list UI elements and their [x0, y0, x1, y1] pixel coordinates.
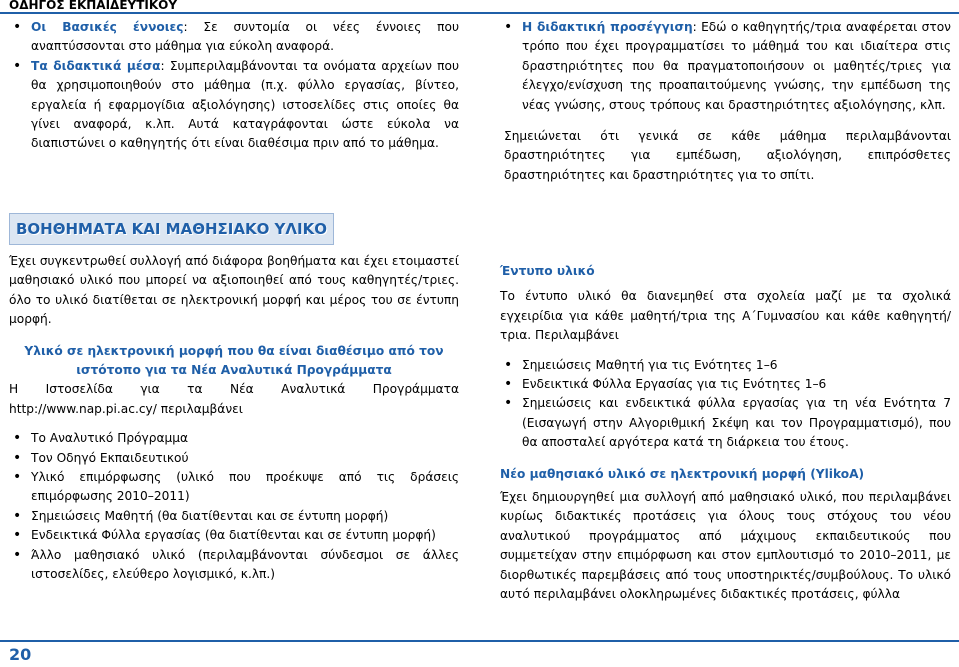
- term-text: : Σε συντομία οι νέες έννοιες που αναπτύσσονται στο μάθημα για εύκολη αναφορά.: [31, 20, 459, 54]
- footer-divider: [0, 640, 959, 642]
- right-bottom-column: [500, 262, 951, 605]
- electronic-material-heading: Υλικό σε ηλεκτρονική μορφή που θα είναι διαθέσιμο από τον ιστότοπο για τα Νέα Αναλυτικά Προγράμματα: [24, 343, 444, 378]
- header-divider: [0, 12, 959, 14]
- list-item: • Ενδεικτικά Φύλλα εργασίας (θα διατίθενται και σε έντυπη μορφή): [9, 526, 459, 545]
- list-item: [9, 18, 459, 57]
- list-item: • Υλικό επιμόρφωσης (υλικό που προέκυψε από τις δράσεις επιμόρφωσης 2010–2011): [9, 468, 459, 507]
- list-item: • Ενδεικτικά Φύλλα Εργασίας για τις Ενότητες 1–6: [500, 375, 951, 394]
- term-label: Η διδακτική προσέγγιση: [522, 20, 693, 34]
- section-heading: ΒΟΗΘΗΜΑΤΑ ΚΑΙ ΜΑΘΗΣΙΑΚΟ ΥΛΙΚΟ: [9, 213, 334, 245]
- term-label: Τα διδακτικά μέσα: [31, 58, 161, 73]
- note-paragraph: Σημειώνεται ότι γενικά σε κάθε μάθημα περιλαμβάνονται δραστηριότητες για εμπέδωση, αξιολόγηση, επιπρόσθετες δραστηριότητες και δραστηριότητες για το σπίτι.: [504, 129, 951, 182]
- list-item: [9, 57, 459, 154]
- list-item: • Σημειώσεις Μαθητή (θα διατίθενται και σε έντυπη μορφή): [9, 507, 459, 526]
- website-paragraph: Η Ιστοσελίδα για τα Νέα Αναλυτικά Προγράμματα http://www.nap.pi.ac.cy/ περιλαμβάνει: [9, 382, 459, 416]
- electronic-material-list: [9, 429, 459, 584]
- list-item: • Άλλο μαθησιακό υλικό (περιλαμβάνονται σύνδεσμοι σε άλλες ιστοσελίδες, ελεύθερο λογισμικό, κ.λπ.): [9, 546, 459, 585]
- new-material-paragraph: Έχει δημιουργηθεί μια συλλογή από μαθησιακό υλικό, που περιλαμβάνει κυρίως διδακτικές προτάσεις για όλους τους στόχους του νέου αναλυτικού προγράμματος από μάχιμους εκπαιδευτικούς που συμμετείχαν στην επιμόρφωση και στον εμπλουτισμό το 2010–2011, με διορθωτικές παρεμβάσεις από τους υποστηρικτές/συμβούλους. Το υλικό αυτό περιλαμβάνει ολοκληρωμένες διδακτικές προτάσεις, φύλλα: [500, 490, 951, 602]
- printed-material-heading: Έντυπο υλικό: [500, 264, 595, 278]
- printed-material-list: [500, 356, 951, 453]
- list-item: • Σημειώσεις Μαθητή για τις Ενότητες 1–6: [500, 356, 951, 375]
- left-top-list: [9, 18, 459, 154]
- list-item: • Το Αναλυτικό Πρόγραμμα: [9, 429, 459, 448]
- new-material-heading: Νέο μαθησιακό υλικό σε ηλεκτρονική μορφή (YlikoA): [500, 466, 865, 481]
- list-item: • Τον Οδηγό Εκπαιδευτικού: [9, 449, 459, 468]
- printed-material-paragraph: Το έντυπο υλικό θα διανεμηθεί στα σχολεία μαζί με τα σχολικά εγχειρίδια για κάθε μαθητή/τρια της Α΄Γυμνασίου και κάθε καθηγητή/τρια. Περιλαμβάνει: [500, 289, 951, 343]
- term-text: : Εδώ ο καθηγητής/τρια αναφέρεται στον τρόπο που έχει προγραμματίσει το μάθημά του και ιδιαίτερα στις δραστηριότητες που θα πραγματοποιήσουν οι μαθητές/τριες για έλεγχο/ενίσχυση της προαπαιτούμενης γνώσης, την εμπέδωση της νέας γνώσης, στους τρόπους και δραστηριότητες αξιολόγησης, κλπ.: [522, 20, 951, 112]
- page-number: 20: [9, 645, 32, 664]
- intro-paragraph: Έχει συγκεντρωθεί συλλογή από διάφορα βοηθήματα και έχει ετοιμαστεί μαθησιακό υλικό που μπορεί να αξιοποιηθεί από τους καθηγητές/τριες. όλο το υλικό διατίθεται σε ηλεκτρονική μορφή και μέρος του σε έντυπη μορφή.: [9, 254, 459, 327]
- term-text: : Συμπεριλαμβάνονται τα ονόματα αρχείων που θα χρησιμοποιηθούν στο μάθημα (π.χ. φύλλο εργασίας, βίντεο, εργαλεία ή εφαρμογίδια αξιολόγησης) ιστοσελίδες στις οποίες θα γίνει αναφορά, κ.λπ. Αυτά καταγράφονται ώστε εύκολα να διαπιστώνει ο καθηγητής ότι είναι διαθέσιμα πριν από το μάθημα.: [31, 58, 460, 151]
- list-item: • Σημειώσεις και ενδεικτικά φύλλα εργασίας για τη νέα Ενότητα 7 (Εισαγωγή στην Αλγοριθμική Σκέψη και τον Προγραμματισμό), που θα αποσταλεί αργότερα κατά τη διάρκεια του έτους.: [500, 394, 951, 452]
- left-bottom-column: [9, 252, 459, 585]
- list-item: [500, 18, 951, 115]
- document-header: ΟΔΗΓΟΣ ΕΚΠΑΙΔΕΥΤΙΚΟΥ: [9, 0, 178, 12]
- term-label: Οι Βασικές έννοιες: [31, 20, 184, 34]
- right-top-list: [500, 18, 951, 115]
- left-top-column: [9, 18, 459, 154]
- right-top-column: [500, 18, 951, 185]
